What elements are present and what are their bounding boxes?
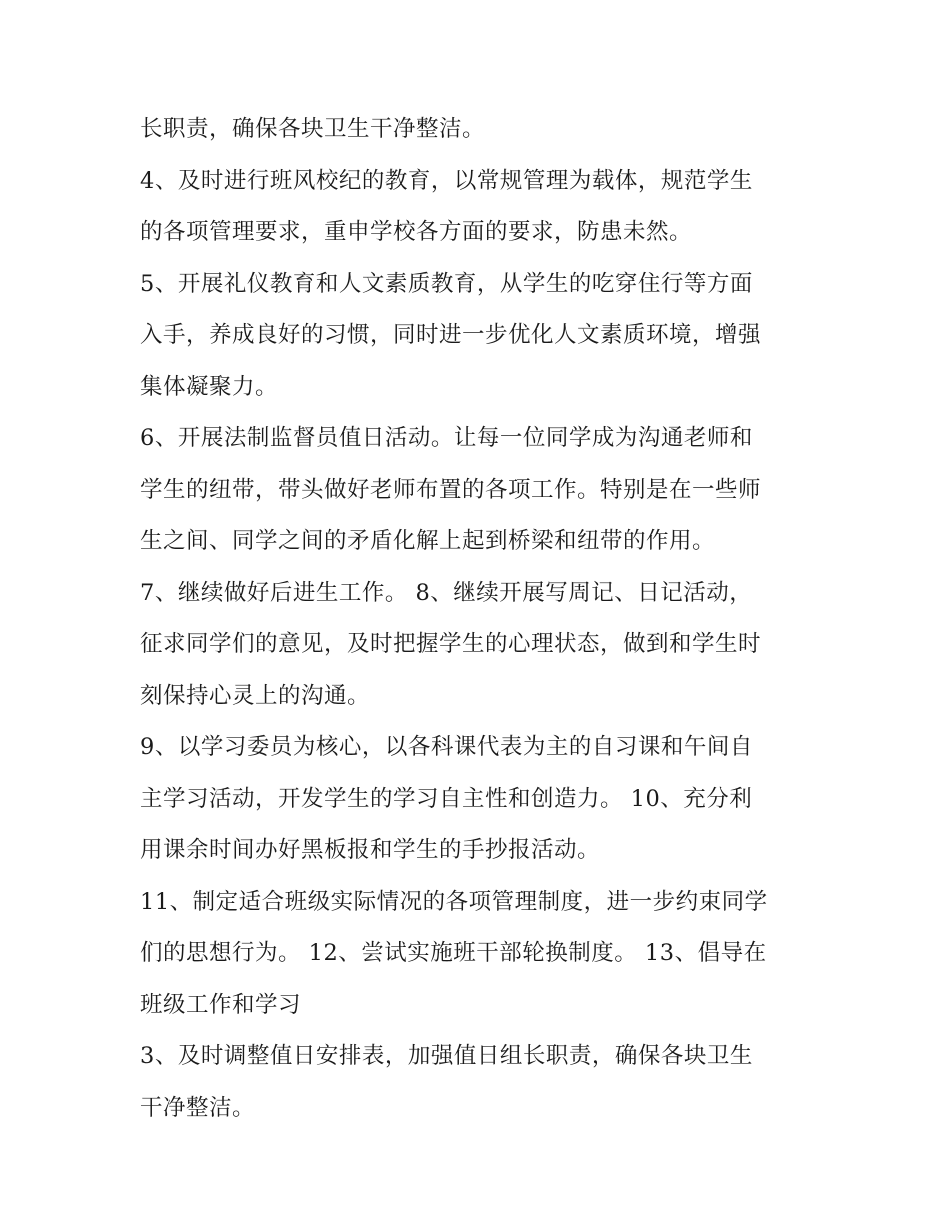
text-line: 主学习活动，开发学生的学习自主性和创造力。 10、充分利 — [140, 785, 753, 812]
text-line: 班级工作和学习 — [140, 991, 302, 1018]
text-line: 长职责，确保各块卫生干净整洁。 — [140, 116, 486, 142]
text-line: 用课余时间办好黑板报和学生的手抄报活动。 — [140, 837, 601, 863]
text-line: 4、及时进行班风校纪的教育，以常规管理为载体，规范学生 — [140, 167, 753, 194]
text-line: 9、以学习委员为核心，以各科课代表为主的自习课和午间自 — [140, 734, 753, 760]
text-line: 干净整洁。 — [140, 1094, 256, 1121]
text-line: 们的思想行为。 12、尝试实施班干部轮换制度。 13、倡导在 — [140, 940, 767, 966]
text-line: 入手，养成良好的习惯，同时进一步优化人文素质环境，增强 — [140, 322, 762, 348]
text-line: 学生的纽带，带头做好老师布置的各项工作。特别是在一些师 — [140, 476, 762, 503]
text-line: 7、继续做好后进生工作。 8、继续开展写周记、日记活动， — [140, 579, 753, 606]
text-line: 11、制定适合班级实际情况的各项管理制度，进一步约束同学 — [140, 888, 768, 915]
text-line: 3、及时调整值日安排表，加强值日组长职责，确保各块卫生 — [140, 1043, 753, 1069]
document-body — [140, 107, 830, 1137]
text-line: 5、开展礼仪教育和人文素质教育，从学生的吃穿住行等方面 — [140, 270, 753, 297]
text-line: 刻保持心灵上的沟通。 — [140, 682, 371, 709]
text-line: 集体凝聚力。 — [140, 373, 279, 400]
text-line: 6、开展法制监督员值日活动。让每一位同学成为沟通老师和 — [140, 425, 753, 451]
text-line: 征求同学们的意见，及时把握学生的心理状态，做到和学生时 — [140, 631, 762, 657]
text-line: 的各项管理要求，重申学校各方面的要求，防患未然。 — [140, 219, 693, 245]
text-line: 生之间、同学之间的矛盾化解上起到桥梁和纽带的作用。 — [140, 528, 716, 554]
